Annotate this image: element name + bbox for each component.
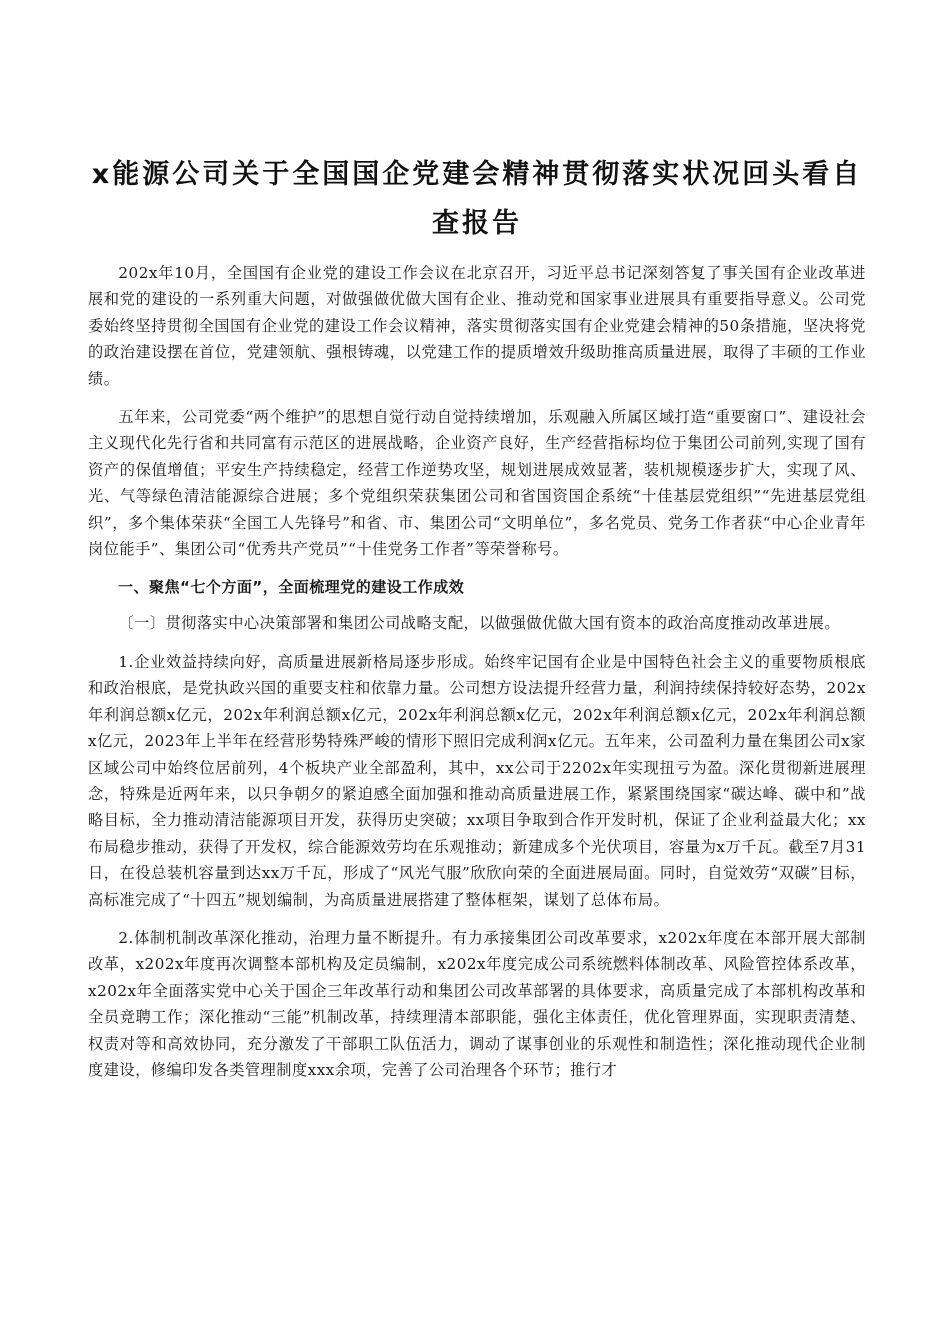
achievements-paragraph: 五年来，公司党委“两个维护”的思想自觉行动自觉持续增加，乐观融入所属区域打造“重要窗口”、建设社会主义现代化先行省和共同富有示范区的进展战略，企业资产良好，生产经营指标均位于集团公司前列,实现了国有资产的保值增值；平安生产持续稳定，经营工作逆势攻坚，规划进展成效显著，装机规模逐步扩大，实现了风、光、气等绿色清洁能源综合进展；多个党组织荣获集团公司和省国资国企系统“十佳基层党组织”“先进基层党组织”，多个集体荣获“全国工人先锋号”和省、市、集团公司“文明单位”，多名党员、党务工作者获“中心企业青年岗位能手”、集团公司“优秀共产党员”“十佳党务工作者”等荣誉称号。 xyxy=(88,408,866,559)
section-heading: 一、聚焦“七个方面”，全面梳理党的建设工作成效 xyxy=(118,578,465,597)
document-title: x能源公司关于全国国企党建会精神贯彻落实状况回头看自查报告 xyxy=(91,159,863,239)
intro-paragraph: 202x年10月，全国国有企业党的建设工作会议在北京召开，习近平总书记深刻答复了事关国有企业改革进展和党的建设的一系列重大问题，对做强做优做大国有企业、推动党和国家事业进展具有重要指导意义。公司党委始终坚持贯彻全国国有企业党的建设工作会议精神，落实贯彻落实国有企业党建会精神的50条措施，坚决将党的政治建设摆在首位，党建领航、强根铸魂，以党建工作的提质增效升级助推高质量进展，取得了丰硕的工作业绩。 xyxy=(88,264,866,388)
document-page xyxy=(88,150,866,1095)
item-paragraph-1: 1.企业效益持续向好，高质量进展新格局逐步形成。始终牢记国有企业是中国特色社会主义的重要物质根底和政治根底，是党执政兴国的重要支柱和依靠力量。公司想方设法提升经营力量，利润持续保持较好态势，202x年利润总额x亿元，202x年利润总额x亿元，202x年利润总额x亿元，202x年利润总额x亿元，202x年利润总额x亿元，2023年上半年在经营形势特殊严峻的情形下照旧完成利润x亿元。五年来，公司盈利力量在集团公司x家区域公司中始终位居前列，4个板块产业全部盈利，其中，xx公司于2202x年实现扭亏为盈。深化贯彻新进展理念，特殊是近两年来，以只争朝夕的紧迫感全面加强和推动高质量进展工作，紧紧围绕国家“碳达峰、碳中和”战略目标，全力推动清洁能源项目开发，获得历史突破；xx项目争取到合作开发时机，保证了企业利益最大化；xx布局稳步推动，获得了开发权，综合能源效劳均在乐观推动；新建成多个光伏项目，容量为x万千瓦。截至7月31日，在役总装机容量到达xx万千瓦，形成了“风光气服”欣欣向荣的全面进展局面。同时，自觉效劳“双碳”目标，高标准完成了“十四五”规划编制，为高质量进展搭建了整体框架，谋划了总体布局。 xyxy=(88,652,866,909)
subsection-paragraph: 〔一〕贯彻落实中心决策部署和集团公司战略支配，以做强做优做大国有资本的政治高度推动改革进展。 xyxy=(118,614,841,633)
item-paragraph-2: 2.体制机制改革深化推动，治理力量不断提升。有力承接集团公司改革要求，x202x年度在本部开展大部制改革，x202x年度再次调整本部机构及定员编制，x202x年度完成公司系统燃料体制改革、风险管控体系改革，x202x年全面落实党中心关于国企三年改革行动和集团公司改革部署的具体要求，高质量完成了本部机构改革和全员竞聘工作；深化推动“三能”机制改革，持续理清本部职能，强化主体责任，优化管理界面，实现职责清楚、权责对等和高效协同，充分激发了干部职工队伍活力，调动了谋事创业的乐观性和制造性；深化推动现代企业制度建设，修编印发各类管理制度xxx余项，完善了公司治理各个环节；推行才 xyxy=(88,928,866,1079)
